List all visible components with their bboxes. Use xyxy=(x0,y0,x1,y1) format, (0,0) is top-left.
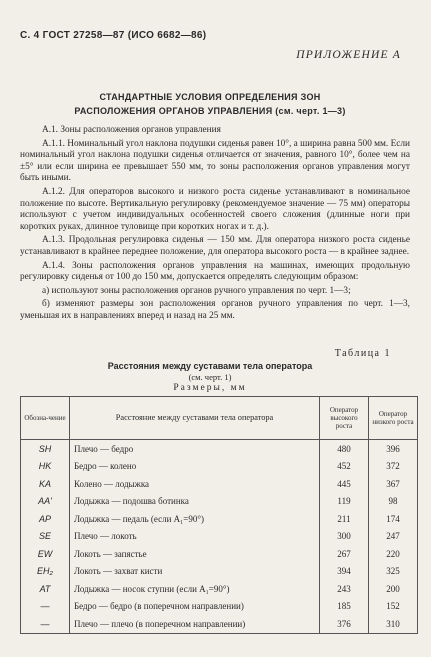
table-header-row xyxy=(21,397,418,440)
row-description: Бедро — колено xyxy=(70,458,320,476)
row-description: Колено — лодыжка xyxy=(70,475,320,493)
section-title-line1: СТАНДАРТНЫЕ УСЛОВИЯ ОПРЕДЕЛЕНИЯ ЗОН xyxy=(99,92,321,102)
page-header: С. 4 ГОСТ 27258—87 (ИСО 6682—86) xyxy=(20,30,207,41)
row-short-value: 325 xyxy=(369,563,418,581)
paragraph-a1-3: А.1.3. Продольная регулировка сиденья — 150 мм. Для оператора низкого роста сиденье устанавливают в крайнее переднее положение, для оператора высокого роста — в крайнее заднее. xyxy=(20,235,410,257)
row-description: Бедро — бедро (в поперечном направлении) xyxy=(70,598,320,616)
paragraph-item-b: б) изменяют размеры зон расположения органов ручного управления по черт. 1—3, уменьшая их в направлениях вперед и назад на 25 мм. xyxy=(20,299,410,321)
row-code: AA' xyxy=(21,493,70,511)
table-units: Размеры, мм xyxy=(173,383,247,393)
row-tall-value: 185 xyxy=(320,598,369,616)
row-short-value: 310 xyxy=(369,615,418,633)
row-short-value: 200 xyxy=(369,580,418,598)
row-code: SH xyxy=(21,440,70,458)
paragraph-item-a: а) используют зоны расположения органов ручного управления по черт. 1—3; xyxy=(42,285,351,296)
row-tall-value: 480 xyxy=(320,440,369,458)
row-description: Плечо — плечо (в поперечном направлении) xyxy=(70,615,320,633)
row-tall-value: 376 xyxy=(320,615,369,633)
row-description: Лодыжка — носок ступни (если A₁=90°) xyxy=(70,580,320,598)
row-code: HK xyxy=(21,458,70,476)
row-code: EW xyxy=(21,545,70,563)
row-tall-value: 119 xyxy=(320,493,369,511)
table-row xyxy=(21,563,418,581)
table-row xyxy=(21,580,418,598)
row-description: Лодыжка — подошва ботинка xyxy=(70,493,320,511)
row-description: Плечо — бедро xyxy=(70,440,320,458)
table-row xyxy=(21,615,418,633)
table-row xyxy=(21,493,418,511)
header-description: Расстояние между суставами тела оператора xyxy=(70,397,320,440)
table-title: Расстояния между суставами тела оператора xyxy=(107,361,313,371)
row-short-value: 367 xyxy=(369,475,418,493)
body-text xyxy=(20,125,410,325)
row-tall-value: 300 xyxy=(320,528,369,546)
table-subtitle: (см. черт. 1) xyxy=(188,372,232,382)
row-short-value: 247 xyxy=(369,528,418,546)
row-description: Плечо — локоть xyxy=(70,528,320,546)
row-tall-value: 211 xyxy=(320,510,369,528)
row-tall-value: 452 xyxy=(320,458,369,476)
joint-distance-table xyxy=(20,396,418,634)
row-short-value: 372 xyxy=(369,458,418,476)
appendix-label: ПРИЛОЖЕНИЕ А xyxy=(296,49,401,61)
row-short-value: 152 xyxy=(369,598,418,616)
row-code: KA xyxy=(21,475,70,493)
table-row xyxy=(21,458,418,476)
paragraph-a1-1: А.1.1. Номинальный угол наклона подушки сиденья равен 10°, а ширина равна 500 мм. Если номинальный угол наклона подушки сиденья отличается от значения, равного 10°, более чем на ±5° или если ширина ее превышает 550 мм, то зоны расположения органов управления могут быть иными. xyxy=(20,138,410,184)
paragraph-a1-4: А.1.4. Зоны расположения органов управления на машинах, имеющих продольную регулировку сиденья от 100 до 150 мм, допускается определять следующим образом: xyxy=(20,260,410,283)
row-tall-value: 394 xyxy=(320,563,369,581)
row-description: Локоть — захват кисти xyxy=(70,563,320,581)
row-code: AP xyxy=(21,510,70,528)
row-code: SE xyxy=(21,528,70,546)
header-short: Оператор низкого роста xyxy=(369,397,418,440)
row-short-value: 220 xyxy=(369,545,418,563)
row-tall-value: 267 xyxy=(320,545,369,563)
table-label: Таблица 1 xyxy=(334,348,391,359)
row-description: Лодыжка — педаль (если A₁=90°) xyxy=(70,510,320,528)
row-tall-value: 445 xyxy=(320,475,369,493)
table-row xyxy=(21,545,418,563)
row-short-value: 396 xyxy=(369,440,418,458)
section-title xyxy=(40,90,380,118)
table-row xyxy=(21,440,418,458)
row-short-value: 98 xyxy=(369,493,418,511)
table-row xyxy=(21,475,418,493)
row-code: — xyxy=(21,615,70,633)
row-description: Локоть — запястье xyxy=(70,545,320,563)
row-code: EH₂ xyxy=(21,563,70,581)
section-title-line2: РАСПОЛОЖЕНИЯ ОРГАНОВ УПРАВЛЕНИЯ (см. черт. 1—3) xyxy=(74,106,346,116)
row-tall-value: 243 xyxy=(320,580,369,598)
row-short-value: 174 xyxy=(369,510,418,528)
row-code: — xyxy=(21,598,70,616)
table-row xyxy=(21,528,418,546)
row-code: AT xyxy=(21,580,70,598)
table-row xyxy=(21,510,418,528)
table-row xyxy=(21,598,418,616)
paragraph-a1: А.1. Зоны расположения органов управления xyxy=(42,125,221,135)
header-code: Обозна-чение xyxy=(21,397,70,440)
paragraph-a1-2: А.1.2. Для операторов высокого и низкого роста сиденье устанавливают в номинальное положение по высоте. Вертикальную регулировку (рекомендуемое значение — 75 мм) операторы используют с учетом индивидуальных особенностей своего сложения (длинные ноги при коротких руках, длинное туловище при коротких ногах и т. д.). xyxy=(20,186,410,232)
header-tall: Оператор высокого роста xyxy=(320,397,369,440)
